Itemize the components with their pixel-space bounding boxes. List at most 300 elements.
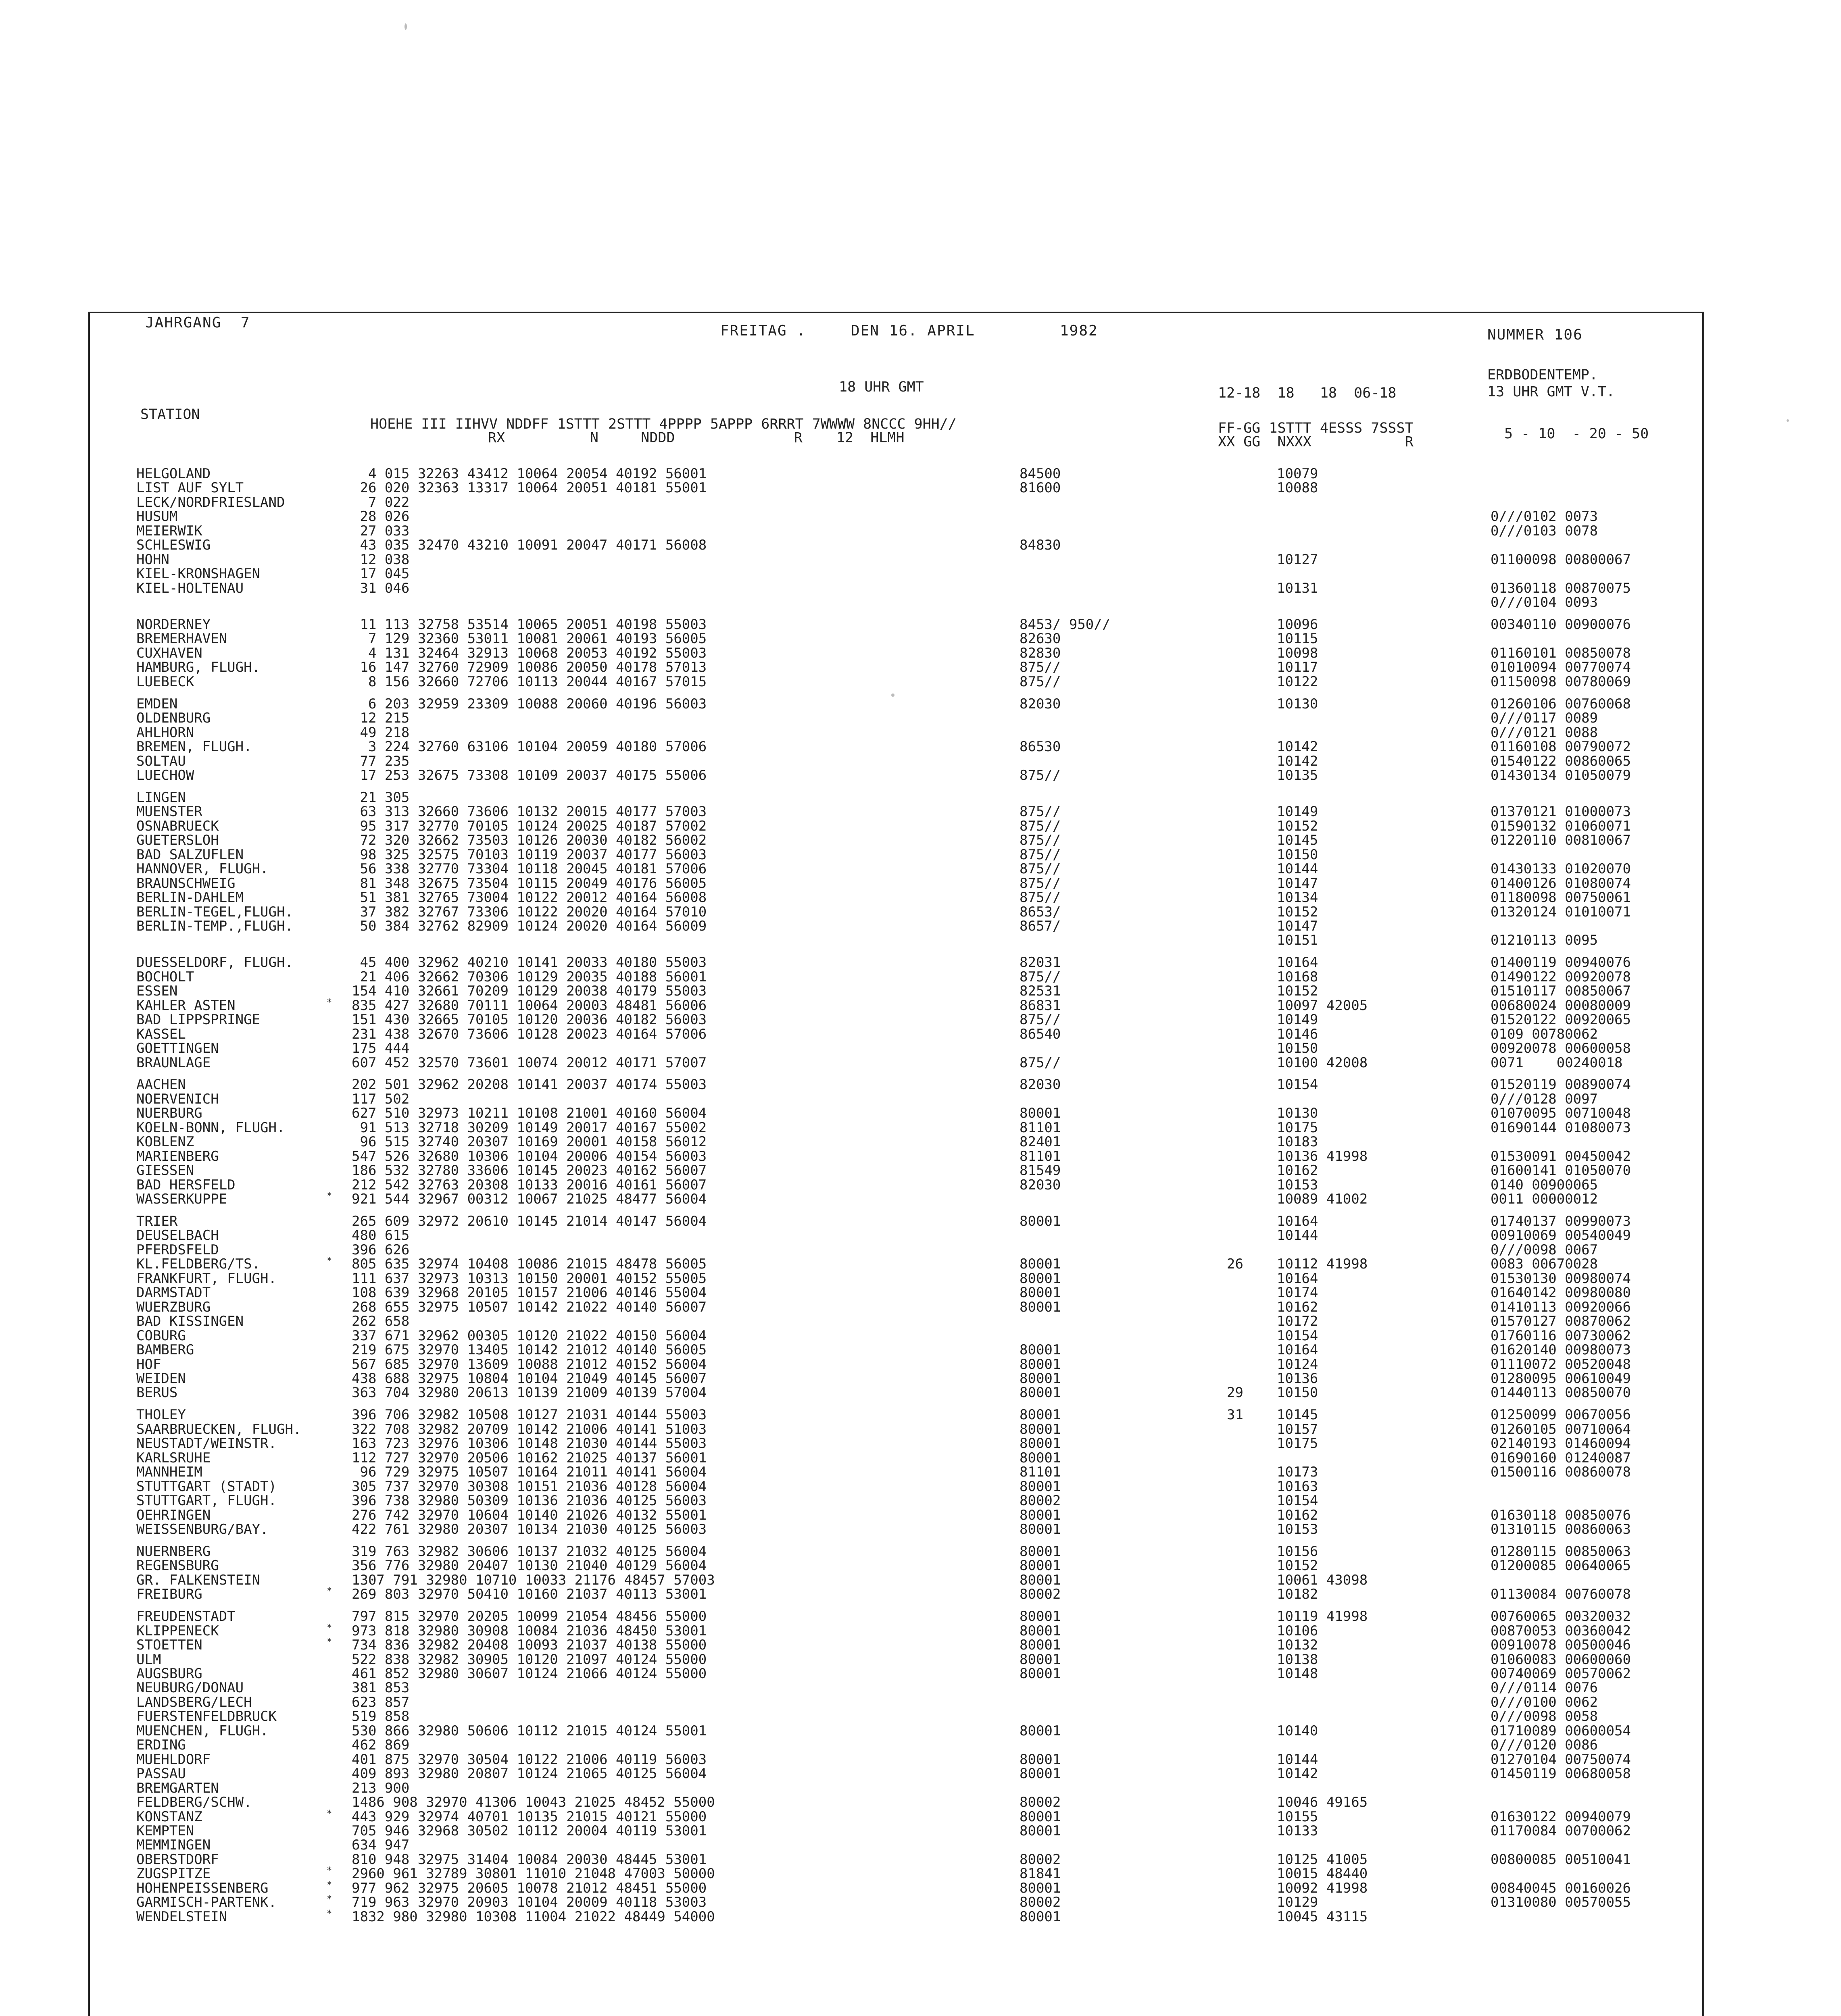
row-g: 10129 (1277, 1894, 1318, 1911)
row-main: 175 444 (352, 1040, 410, 1057)
time-header: 18 UHR GMT (839, 379, 924, 395)
row-soil: 01170084 00700062 (1491, 1822, 1631, 1839)
row-h: 82531 (1020, 983, 1061, 1000)
row-g: 10096 (1277, 616, 1318, 633)
row-main: 522 838 32982 30905 10120 21097 40124 55000 (352, 1651, 707, 1668)
row-h: 80001 (1020, 1507, 1061, 1523)
row-main: 117 502 (352, 1091, 410, 1107)
row-station: MARIENBERG (136, 1148, 219, 1164)
row-station: LANDSBERG/LECH (136, 1694, 252, 1710)
row-main: 4 015 32263 43412 10064 20054 40192 56001 (352, 466, 707, 482)
row-g: 10175 (1277, 1435, 1318, 1452)
row-soil: 01320124 01010071 (1491, 904, 1631, 920)
row-g: 10155 (1277, 1808, 1318, 1825)
row-station: FELDBERG/SCHW. (136, 1794, 252, 1811)
row-main: 3 224 32760 63106 10104 20059 40180 57006 (352, 739, 707, 755)
row-h: 80001 (1020, 1880, 1061, 1896)
row-g: 10117 (1277, 659, 1318, 676)
row-g: 10142 (1277, 753, 1318, 769)
row-h: 80002 (1020, 1794, 1061, 1811)
row-station: FREIBURG (136, 1586, 202, 1603)
row-g: 10153 (1277, 1521, 1318, 1537)
row-main: 56 338 32770 73304 10118 20045 40181 57006 (352, 861, 707, 877)
row-g: 10098 (1277, 645, 1318, 661)
row-h: 80001 (1020, 1666, 1061, 1682)
row-main: 49 218 (352, 724, 410, 741)
row-main: 607 452 32570 73601 10074 20012 40171 57007 (352, 1054, 707, 1071)
year-label: 1982 (1060, 323, 1098, 339)
row-station: NEUSTADT/WEINSTR. (136, 1435, 277, 1452)
row-h: 875// (1020, 767, 1061, 783)
row-station: KEMPTEN (136, 1822, 194, 1839)
row-main: 111 637 32973 10313 10150 20001 40152 55005 (352, 1270, 707, 1287)
row-soil: 0///0121 0088 (1491, 724, 1598, 741)
row-soil: 01620140 00980073 (1491, 1342, 1631, 1358)
row-g: 10146 (1277, 1026, 1318, 1042)
row-main: 108 639 32968 20105 10157 21006 40146 55004 (352, 1285, 707, 1301)
row-station: COBURG (136, 1327, 186, 1344)
row-h: 86530 (1020, 739, 1061, 755)
row-g: 10157 (1277, 1421, 1318, 1437)
row-main: 72 320 32662 73503 10126 20030 40182 56002 (352, 832, 707, 849)
row-station: KIEL-HOLTENAU (136, 580, 244, 596)
row-soil: 01710089 00600054 (1491, 1722, 1631, 1739)
row-h: 8653/ (1020, 904, 1061, 920)
row-main: 213 900 (352, 1780, 410, 1796)
row-main: 2960 961 32789 30801 11010 21048 47003 50000 (352, 1866, 715, 1882)
row-ffgg: 31 (1227, 1407, 1243, 1423)
row-soil: 0///0128 0097 (1491, 1091, 1598, 1107)
row-main: 356 776 32980 20407 10130 21040 40129 56004 (352, 1558, 707, 1574)
row-h: 80001 (1020, 1478, 1061, 1495)
row-h: 82030 (1020, 1077, 1061, 1093)
row-soil: 0083 00670028 (1491, 1256, 1598, 1272)
row-h: 80001 (1020, 1356, 1061, 1372)
row-main: 269 803 32970 50410 10160 21037 40113 53001 (352, 1586, 707, 1603)
row-main: 810 948 32975 31404 10084 20030 48445 53001 (352, 1851, 707, 1868)
row-h: 80002 (1020, 1586, 1061, 1603)
row-station: BAD SALZUFLEN (136, 846, 244, 863)
row-station: HOHN (136, 551, 169, 568)
row-station: GR. FALKENSTEIN (136, 1572, 261, 1588)
row-main: 8 156 32660 72706 10113 20044 40167 57015 (352, 673, 707, 690)
row-station: DUESSELDORF, FLUGH. (136, 954, 293, 971)
row-h: 80002 (1020, 1851, 1061, 1868)
row-station: MEMMINGEN (136, 1837, 211, 1854)
row-station: KAHLER ASTEN (136, 997, 236, 1014)
row-soil: 01130084 00760078 (1491, 1586, 1631, 1603)
row-g: 10149 (1277, 1012, 1318, 1028)
row-main: 16 147 32760 72909 10086 20050 40178 57013 (352, 659, 707, 676)
row-soil: 00920078 00600058 (1491, 1040, 1631, 1057)
row-soil: 01200085 00640065 (1491, 1558, 1631, 1574)
row-g: 10138 (1277, 1651, 1318, 1668)
row-h: 80001 (1020, 1543, 1061, 1560)
row-station: FUERSTENFELDBRUCK (136, 1708, 277, 1725)
row-h: 82401 (1020, 1134, 1061, 1150)
row-main: 27 033 (352, 523, 410, 539)
row-g: 10162 (1277, 1507, 1318, 1523)
row-h: 86831 (1020, 997, 1061, 1014)
row-soil: 01450119 00680058 (1491, 1766, 1631, 1782)
row-h: 80002 (1020, 1493, 1061, 1509)
row-main: 77 235 (352, 753, 410, 769)
row-h: 80001 (1020, 1572, 1061, 1588)
row-g: 10119 41998 (1277, 1608, 1368, 1625)
period-header: 12-18 18 18 06-18 (1218, 385, 1397, 401)
scan-speck (1787, 419, 1789, 422)
row-h: 875// (1020, 875, 1061, 891)
row-soil: 01510117 00850067 (1491, 983, 1631, 1000)
row-h: 80001 (1020, 1105, 1061, 1122)
row-station: PASSAU (136, 1766, 186, 1782)
row-g: 10140 (1277, 1722, 1318, 1739)
row-station: BREMEN, FLUGH. (136, 739, 252, 755)
mountain-station-mark: * (327, 1908, 332, 1919)
row-main: 305 737 32970 30308 10151 21036 40128 56004 (352, 1478, 707, 1495)
row-main: 734 836 32982 20408 10093 21037 40138 55000 (352, 1637, 707, 1654)
row-soil: 0071 00240018 (1491, 1054, 1623, 1071)
row-main: 186 532 32780 33606 10145 20023 40162 56007 (352, 1162, 707, 1179)
row-h: 80001 (1020, 1751, 1061, 1768)
row-h: 875// (1020, 1012, 1061, 1028)
row-main: 519 858 (352, 1708, 410, 1725)
row-h: 82830 (1020, 645, 1061, 661)
row-g: 10046 49165 (1277, 1794, 1368, 1811)
row-main: 212 542 32763 20308 10133 20016 40161 56007 (352, 1177, 707, 1193)
row-station: BREMERHAVEN (136, 631, 227, 647)
row-soil: 01590132 01060071 (1491, 818, 1631, 834)
row-station: BERLIN-TEMP.,FLUGH. (136, 918, 293, 934)
row-station: OLDENBURG (136, 710, 211, 727)
row-station: LUECHOW (136, 767, 194, 783)
row-main: 98 325 32575 70103 10119 20037 40177 56003 (352, 846, 707, 863)
row-soil: 01260105 00710064 (1491, 1421, 1631, 1437)
mountain-station-mark: * (327, 1622, 332, 1633)
row-station: KONSTANZ (136, 1808, 202, 1825)
row-g: 10136 41998 (1277, 1148, 1368, 1164)
row-g: 10154 (1277, 1077, 1318, 1093)
row-station: NOERVENICH (136, 1091, 219, 1107)
row-main: 21 406 32662 70306 10129 20035 40188 56001 (352, 968, 707, 985)
row-soil: 0///0104 0093 (1491, 594, 1598, 611)
row-main: 231 438 32670 73606 10128 20023 40164 57006 (352, 1026, 707, 1042)
row-station: KL.FELDBERG/TS. (136, 1256, 261, 1272)
row-station: OBERSTDORF (136, 1851, 219, 1868)
row-h: 875// (1020, 1054, 1061, 1071)
row-g: 10147 (1277, 875, 1318, 891)
row-h: 875// (1020, 673, 1061, 690)
row-main: 337 671 32962 00305 10120 21022 40150 56004 (352, 1327, 707, 1344)
row-g: 10061 43098 (1277, 1572, 1368, 1588)
row-station: AACHEN (136, 1077, 186, 1093)
row-soil: 01500116 00860078 (1491, 1464, 1631, 1481)
row-station: STUTTGART, FLUGH. (136, 1493, 277, 1509)
row-soil: 01490122 00920078 (1491, 968, 1631, 985)
row-ffgg: 29 (1227, 1385, 1243, 1401)
row-station: WEISSENBURG/BAY. (136, 1521, 269, 1537)
row-h: 80001 (1020, 1299, 1061, 1315)
row-station: BRAUNLAGE (136, 1054, 211, 1071)
row-main: 396 738 32980 50309 10136 21036 40125 56003 (352, 1493, 707, 1509)
row-station: GARMISCH-PARTENK. (136, 1894, 277, 1911)
row-main: 63 313 32660 73606 10132 20015 40177 57003 (352, 804, 707, 820)
row-h: 875// (1020, 659, 1061, 676)
row-main: 81 348 32675 73504 10115 20049 40176 56005 (352, 875, 707, 891)
row-soil: 01280115 00850063 (1491, 1543, 1631, 1560)
row-h: 875// (1020, 968, 1061, 985)
row-main: 1486 908 32970 41306 10043 21025 48452 55000 (352, 1794, 715, 1811)
row-g: 10092 41998 (1277, 1880, 1368, 1896)
row-station: EMDEN (136, 696, 178, 712)
row-main: 921 544 32967 00312 10067 21025 48477 56004 (352, 1191, 707, 1208)
row-soil: 02140193 01460094 (1491, 1435, 1631, 1452)
row-main: 547 526 32680 10306 10104 20006 40154 56003 (352, 1148, 707, 1164)
row-g: 10130 (1277, 1105, 1318, 1122)
row-station: STUTTGART (STADT) (136, 1478, 277, 1495)
row-station: GOETTINGEN (136, 1040, 219, 1057)
row-main: 462 869 (352, 1737, 410, 1754)
row-main: 265 609 32972 20610 10145 21014 40147 56004 (352, 1213, 707, 1230)
row-h: 875// (1020, 818, 1061, 834)
row-station: PFERDSFELD (136, 1241, 219, 1258)
row-main: 480 615 (352, 1227, 410, 1244)
row-soil: 0///0117 0089 (1491, 710, 1598, 727)
row-station: KASSEL (136, 1026, 186, 1042)
mountain-station-mark: * (327, 1880, 332, 1890)
row-h: 80001 (1020, 1622, 1061, 1639)
row-main: 7 129 32360 53011 10081 20061 40193 56005 (352, 631, 707, 647)
row-soil: 00870053 00360042 (1491, 1622, 1631, 1639)
row-station: HOHENPEISSENBERG (136, 1880, 269, 1896)
row-main: 262 658 (352, 1313, 410, 1330)
row-g: 10150 (1277, 1040, 1318, 1057)
row-main: 11 113 32758 53514 10065 20051 40198 55003 (352, 616, 707, 633)
row-station: HOF (136, 1356, 161, 1372)
row-main: 95 317 32770 70105 10124 20025 40187 57002 (352, 818, 707, 834)
row-g: 10151 (1277, 932, 1318, 949)
row-g: 10142 (1277, 739, 1318, 755)
row-main: 973 818 32980 30908 10084 21036 48450 53001 (352, 1622, 707, 1639)
row-soil: 01630118 00850076 (1491, 1507, 1631, 1523)
station-column-header: STATION (140, 406, 200, 423)
row-g: 10144 (1277, 1751, 1318, 1768)
row-station: WEIDEN (136, 1370, 186, 1387)
soil-time-header: 13 UHR GMT V.T. (1487, 384, 1615, 400)
row-station: NUERNBERG (136, 1543, 211, 1560)
row-g: 10168 (1277, 968, 1318, 985)
row-g: 10131 (1277, 580, 1318, 596)
row-station: ULM (136, 1651, 161, 1668)
main-column-header-2: RX N NDDD R 12 HLMH (488, 430, 905, 446)
row-soil: 00760065 00320032 (1491, 1608, 1631, 1625)
row-h: 82031 (1020, 954, 1061, 971)
row-g: 10144 (1277, 1227, 1318, 1244)
row-soil: 01110072 00520048 (1491, 1356, 1631, 1372)
row-station: BRAUNSCHWEIG (136, 875, 236, 891)
row-h: 875// (1020, 846, 1061, 863)
row-soil: 0011 00000012 (1491, 1191, 1598, 1208)
row-soil: 01260106 00760068 (1491, 696, 1631, 712)
row-soil: 00910078 00500046 (1491, 1637, 1631, 1654)
mountain-station-mark: * (327, 1586, 332, 1597)
row-h: 8453/ 950// (1020, 616, 1111, 633)
row-h: 80001 (1020, 1521, 1061, 1537)
row-main: 567 685 32970 13609 10088 21012 40152 56004 (352, 1356, 707, 1372)
row-main: 202 501 32962 20208 10141 20037 40174 55003 (352, 1077, 707, 1093)
row-h: 81600 (1020, 480, 1061, 496)
row-station: MUENSTER (136, 804, 202, 820)
row-g: 10150 (1277, 1385, 1318, 1401)
row-main: 7 022 (352, 494, 410, 510)
row-g: 10133 (1277, 1822, 1318, 1839)
row-g: 10144 (1277, 861, 1318, 877)
row-soil: 01360118 00870075 (1491, 580, 1631, 596)
row-station: OSNABRUECK (136, 818, 219, 834)
row-soil: 01430134 01050079 (1491, 767, 1631, 783)
row-h: 80001 (1020, 1651, 1061, 1668)
row-g: 10089 41002 (1277, 1191, 1368, 1208)
row-h: 80001 (1020, 1637, 1061, 1654)
row-soil: 01690160 01240087 (1491, 1450, 1631, 1466)
row-station: BAD HERSFELD (136, 1177, 236, 1193)
row-station: BAD KISSINGEN (136, 1313, 244, 1330)
row-main: 96 729 32975 10507 10164 21011 40141 56004 (352, 1464, 707, 1481)
row-h: 81841 (1020, 1866, 1061, 1882)
row-station: BOCHOLT (136, 968, 194, 985)
row-main: 219 675 32970 13405 10142 21012 40140 56005 (352, 1342, 707, 1358)
row-h: 80001 (1020, 1342, 1061, 1358)
row-soil: 01690144 01080073 (1491, 1119, 1631, 1136)
row-h: 80001 (1020, 1370, 1061, 1387)
row-h: 80001 (1020, 1808, 1061, 1825)
row-station: LIST AUF SYLT (136, 480, 244, 496)
row-h: 80001 (1020, 1421, 1061, 1437)
row-main: 1832 980 32980 10308 11004 21022 48449 54000 (352, 1908, 715, 1925)
row-soil: 01310080 00570055 (1491, 1894, 1631, 1911)
row-main: 12 215 (352, 710, 410, 727)
row-station: DEUSELBACH (136, 1227, 219, 1244)
row-main: 719 963 32970 20903 10104 20009 40118 53003 (352, 1894, 707, 1911)
row-h: 8657/ (1020, 918, 1061, 934)
issue-number: NUMMER 106 (1487, 327, 1583, 343)
row-station: NUERBURG (136, 1105, 202, 1122)
mountain-station-mark: * (327, 1191, 332, 1202)
row-g: 10124 (1277, 1356, 1318, 1372)
row-g: 10172 (1277, 1313, 1318, 1330)
row-soil: 01530130 00980074 (1491, 1270, 1631, 1287)
row-main: 163 723 32976 10306 10148 21030 40144 55003 (352, 1435, 707, 1452)
row-h: 80001 (1020, 1435, 1061, 1452)
row-soil: 01160101 00850078 (1491, 645, 1631, 661)
row-g: 10134 (1277, 889, 1318, 906)
row-g: 10153 (1277, 1177, 1318, 1193)
row-station: CUXHAVEN (136, 645, 202, 661)
row-main: 17 253 32675 73308 10109 20037 40175 55006 (352, 767, 707, 783)
row-main: 112 727 32970 20506 10162 21025 40137 56001 (352, 1450, 707, 1466)
row-station: NORDERNEY (136, 616, 211, 633)
row-station: LUEBECK (136, 673, 194, 690)
row-station: KIEL-KRONSHAGEN (136, 566, 261, 582)
row-station: MANNHEIM (136, 1464, 202, 1481)
row-g: 10122 (1277, 673, 1318, 690)
row-station: BERLIN-DAHLEM (136, 889, 244, 906)
row-soil: 01440113 00850070 (1491, 1385, 1631, 1401)
row-station: SAARBRUECKEN, FLUGH. (136, 1421, 302, 1437)
row-h: 81101 (1020, 1148, 1061, 1164)
scan-speck (891, 694, 894, 697)
table-frame (88, 312, 1704, 2016)
row-main: 21 305 (352, 789, 410, 806)
row-soil: 01520119 00890074 (1491, 1077, 1631, 1093)
row-soil: 01100098 00800067 (1491, 551, 1631, 568)
row-main: 151 430 32665 70105 10120 20036 40182 56003 (352, 1012, 707, 1028)
row-main: 268 655 32975 10507 10142 21022 40140 56007 (352, 1299, 707, 1315)
row-h: 80001 (1020, 1766, 1061, 1782)
row-soil: 01760116 00730062 (1491, 1327, 1631, 1344)
row-station: HANNOVER, FLUGH. (136, 861, 269, 877)
row-h: 80001 (1020, 1822, 1061, 1839)
row-main: 6 203 32959 23309 10088 20060 40196 56003 (352, 696, 707, 712)
mountain-station-mark: * (327, 1866, 332, 1876)
row-soil: 01010094 00770074 (1491, 659, 1631, 676)
row-station: LINGEN (136, 789, 186, 806)
row-g: 10163 (1277, 1478, 1318, 1495)
row-g: 10132 (1277, 1637, 1318, 1654)
row-h: 86540 (1020, 1026, 1061, 1042)
row-soil: 00800085 00510041 (1491, 1851, 1631, 1868)
row-h: 80001 (1020, 1285, 1061, 1301)
row-g: 10152 (1277, 818, 1318, 834)
row-main: 627 510 32973 10211 10108 21001 40160 56004 (352, 1105, 707, 1122)
row-g: 10164 (1277, 1213, 1318, 1230)
row-station: SOLTAU (136, 753, 186, 769)
row-station: AHLHORN (136, 724, 194, 741)
row-soil: 00840045 00160026 (1491, 1880, 1631, 1896)
row-station: GIESSEN (136, 1162, 194, 1179)
row-g: 10154 (1277, 1493, 1318, 1509)
mountain-station-mark: * (327, 1256, 332, 1266)
row-station: KOBLENZ (136, 1134, 194, 1150)
row-main: 31 046 (352, 580, 410, 596)
row-station: HAMBURG, FLUGH. (136, 659, 261, 676)
row-station: ERDING (136, 1737, 186, 1754)
row-g: 10106 (1277, 1622, 1318, 1639)
row-main: 12 038 (352, 551, 410, 568)
row-h: 80001 (1020, 1407, 1061, 1423)
row-g: 10152 (1277, 904, 1318, 920)
row-station: FRANKFURT, FLUGH. (136, 1270, 277, 1287)
row-station: BREMGARTEN (136, 1780, 219, 1796)
row-h: 80001 (1020, 1722, 1061, 1739)
row-main: 409 893 32980 20807 10124 21065 40125 56004 (352, 1766, 707, 1782)
row-h: 81101 (1020, 1464, 1061, 1481)
row-soil: 01540122 00860065 (1491, 753, 1631, 769)
soil-depth-header: 5 - 10 - 20 - 50 (1504, 426, 1649, 442)
row-main: 37 382 32767 73306 10122 20020 40164 57010 (352, 904, 707, 920)
row-station: HUSUM (136, 508, 178, 525)
row-station: GUETERSLOH (136, 832, 219, 849)
row-g: 10130 (1277, 696, 1318, 712)
row-main: 401 875 32970 30504 10122 21006 40119 56003 (352, 1751, 707, 1768)
row-g: 10100 42008 (1277, 1054, 1368, 1071)
row-station: TRIER (136, 1213, 178, 1230)
row-soil: 01210113 0095 (1491, 932, 1598, 949)
row-main: 1307 791 32980 10710 10033 21176 48457 57003 (352, 1572, 715, 1588)
row-main: 422 761 32980 20307 10134 21030 40125 56003 (352, 1521, 707, 1537)
row-main: 154 410 32661 70209 10129 20038 40179 55003 (352, 983, 707, 1000)
row-station: HELGOLAND (136, 466, 211, 482)
